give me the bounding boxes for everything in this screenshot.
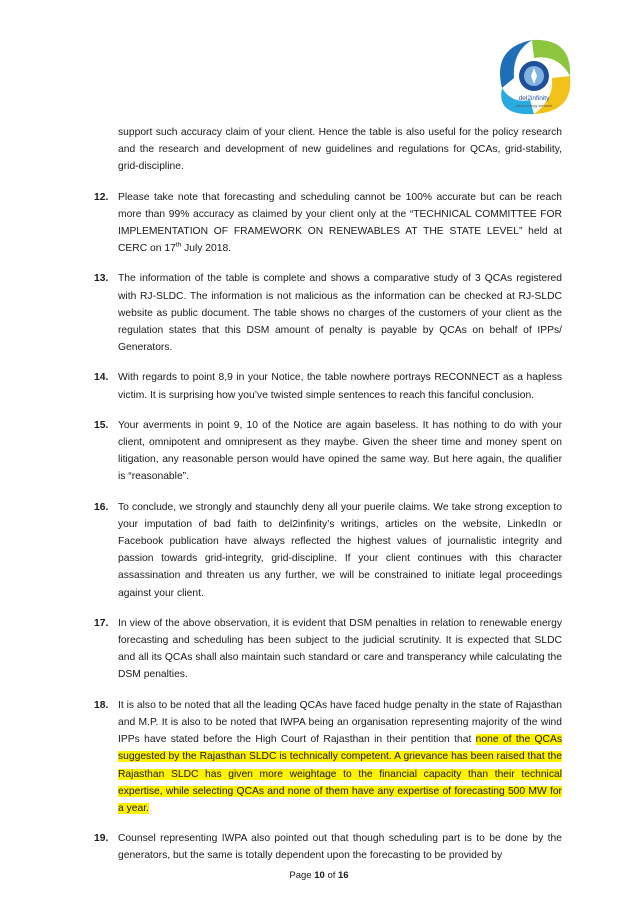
paragraph-18: [94, 697, 562, 817]
paragraph-number: 14.: [94, 372, 109, 384]
page-number: 10: [314, 870, 325, 881]
paragraph-text: With regards to point 8,9 in your Notice, the table nowhere portrays RECONNECT as a hapless victim. It is surprising how you’ve twisted simple sentences to reach this fanciful conclusion.: [118, 372, 562, 401]
page-footer: [0, 870, 638, 881]
logo-tagline: clean energy services: [515, 104, 553, 108]
highlighted-text: none of the QCAs suggested by the Rajasthan SLDC is technically competent. A grievance has been raised that the Rajasthan SLDC has given more weightage to the financial capacity than their technical expertise, while selecting QCAs and none of them have any expertise of forecasting 500 MW for a year.: [118, 734, 562, 814]
letter-body: [94, 124, 562, 878]
paragraph-number: 17.: [94, 617, 109, 629]
paragraph-text-part: Please take note that forecasting and scheduling cannot be 100% accurate but can be reach more than 99% accuracy as claimed by your client only at the “TECHNICAL COMMITTEE FOR IMPLEMENTATION OF FRAMEWORK ON RENEWABLES AT THE STATE LEVEL” held at CERC on 17: [118, 191, 562, 255]
paragraph-text: To conclude, we strongly and staunchly deny all your puerile claims. We take strong exception to your imputation of bad faith to del2infinity’s writings, articles on the website, LinkedIn or Facebook publication have always reflected the highest values of journalistic integrity and passion towards grid-integrity, grid-discipline. If your client continues with this character assassination and threaten us any further, we will be constrained to initiate legal proceedings against your client.: [118, 501, 562, 599]
paragraph-number: 16.: [94, 501, 109, 513]
paragraph-19: [94, 830, 562, 864]
paragraph-16: [94, 499, 562, 602]
paragraph-text: The information of the table is complete and shows a comparative study of 3 QCAs registered with RJ-SLDC. The information is not malicious as the information can be checked at RJ-SLDC website as public document. The table shows no charges of the customers of your client as the regulation states that this DSM amount of penalty is payable by QCAs on behalf of IPPs/ Generators.: [118, 273, 562, 354]
paragraph-text: Your averments in point 9, 10 of the Notice are again baseless. It has nothing to do with your client, omnipotent and omnipresent as they maybe. Given the sheer time and money spent on litigation, any reasonable person would have opined the same way. But here again, the qualifier is “reasonable”.: [118, 419, 562, 483]
paragraph-13: [94, 270, 562, 356]
paragraph-17: [94, 615, 562, 684]
logo-text: del2infinity: [518, 95, 550, 102]
continued-paragraph: support such accuracy claim of your client. Hence the table is also useful for the policy research and the research and development of new guidelines and regulations for QCAs, grid-stability, grid-discipline.: [118, 127, 562, 173]
paragraph-text-part: July 2018.: [181, 243, 232, 255]
paragraph-15: [94, 417, 562, 486]
company-logo: [482, 28, 582, 124]
paragraph-number: 18.: [94, 699, 109, 711]
page-total: 16: [338, 870, 349, 881]
paragraph-14: [94, 369, 562, 403]
ordinal-suffix: th: [175, 241, 182, 249]
page-prefix: Page: [289, 870, 315, 881]
paragraph-text: In view of the above observation, it is evident that DSM penalties in relation to renewable energy forecasting and scheduling has been subject to the judicial scrutinity. It is expected that SLDC and all its QCAs shall also maintain such standard or care and transperancy while calculating the DSM penalties.: [118, 617, 562, 681]
paragraph-number: 13.: [94, 273, 109, 285]
paragraph-text: Counsel representing IWPA also pointed out that though scheduling part is to be done by the generators, but the same is totally dependent upon the forecasting to be provided by: [118, 833, 562, 862]
paragraph-number: 15.: [94, 419, 109, 431]
paragraph-text: [118, 189, 562, 258]
paragraph-text-part: It is also to be noted that all the leading QCAs have faced hudge penalty in the state of Rajasthan and M.P. It is also to be noted that IWPA being an organisation representing majority of the wind IPPs have stated before the High Court of Rajasthan in their pentition that: [118, 699, 562, 746]
page-separator: of: [324, 870, 339, 881]
paragraph-number: 12.: [94, 191, 109, 203]
paragraph-text: [118, 697, 562, 817]
paragraph-number: 19.: [94, 833, 109, 845]
paragraph-12: [94, 189, 562, 258]
